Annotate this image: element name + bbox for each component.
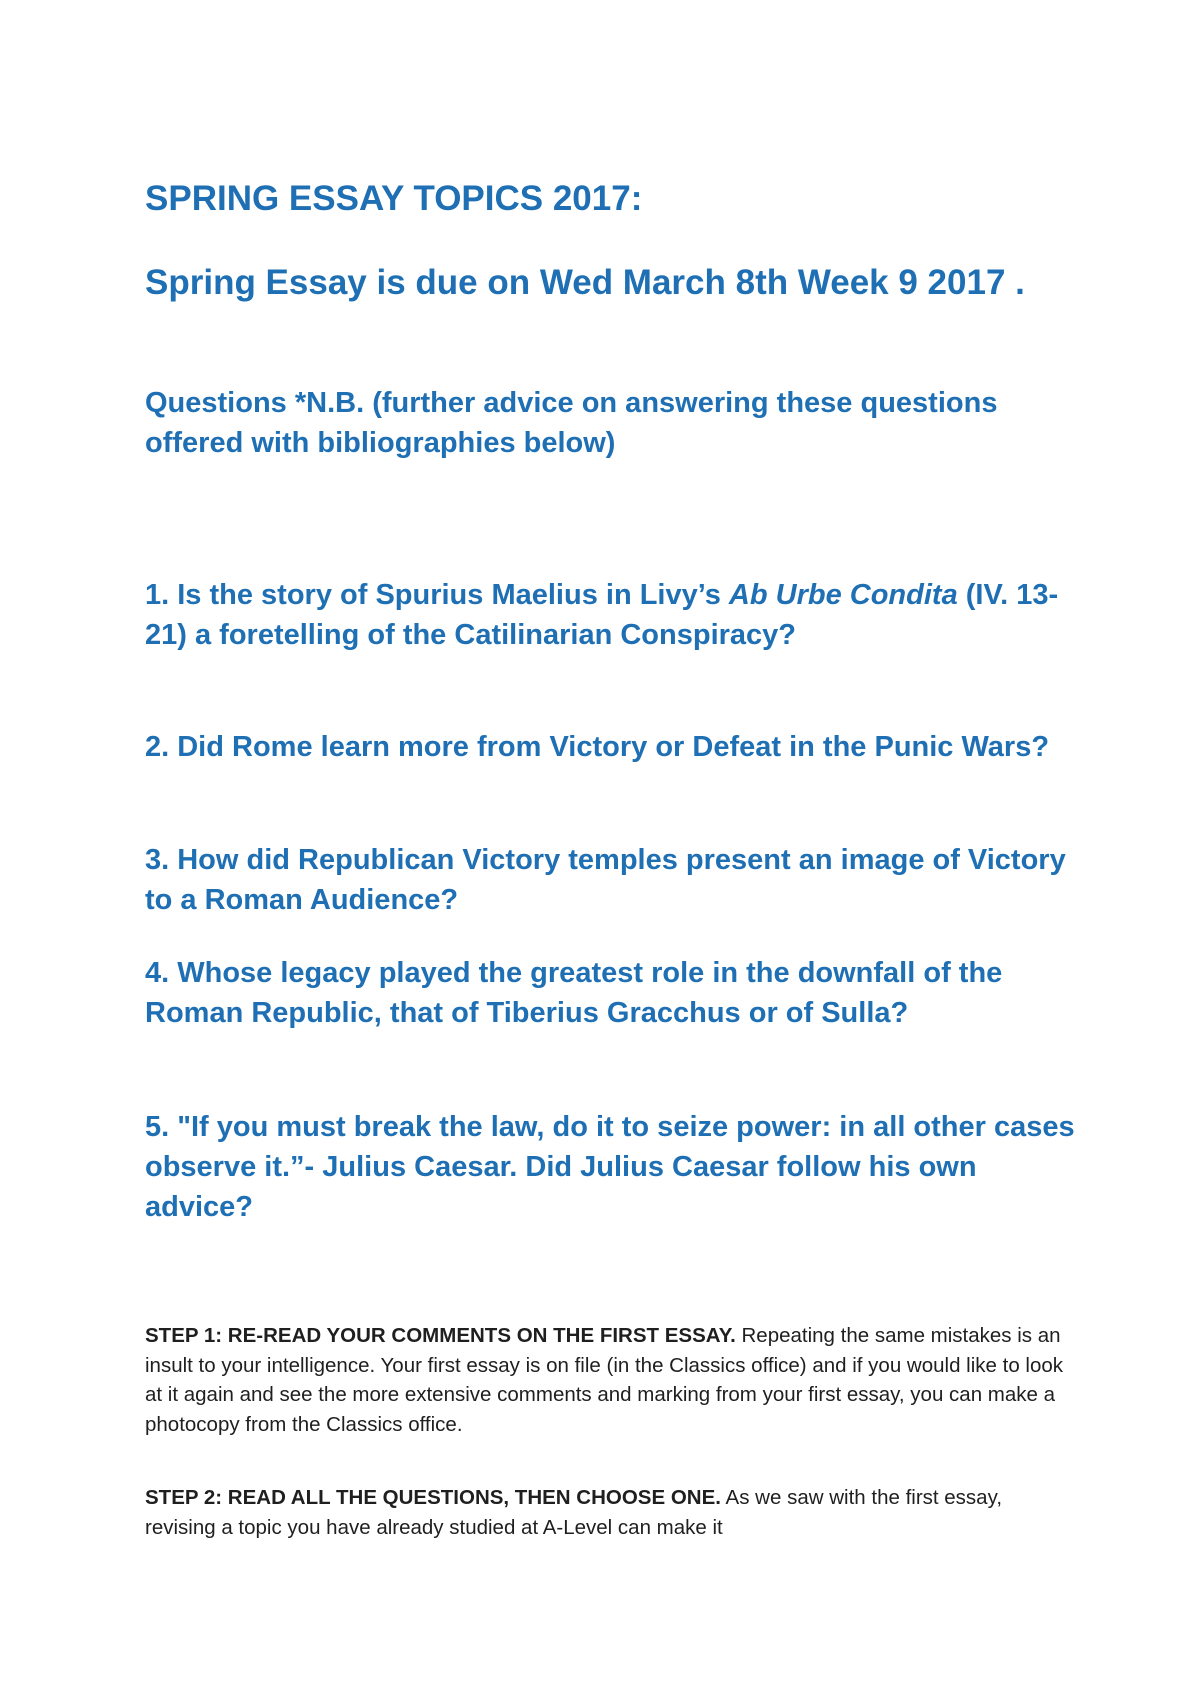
- question-5: 5. "If you must break the law, do it to seize power: in all other cases observe it.”- Julius Caesar. Did Julius Caesar follow his own advice?: [145, 1111, 1075, 1223]
- step-1-body: Repeating the same mistakes is an insult to your intelligence. Your first essay is on file (in the Classics office) and if you would like to look at it again and see the more extensive comments and marking from your first essay, you can make a photocopy from the Classics office.: [145, 1324, 1064, 1436]
- question-3: 3. How did Republican Victory temples present an image of Victory to a Roman Audience?: [145, 844, 1066, 916]
- question-2: 2. Did Rome learn more from Victory or Defeat in the Punic Wars?: [145, 731, 1050, 763]
- step-1-paragraph: [145, 1321, 1075, 1439]
- step-2-heading: STEP 2: READ ALL THE QUESTIONS, THEN CHOOSE ONE.: [145, 1486, 721, 1509]
- question-1: [145, 575, 1075, 655]
- question-1-text-end: (IV. 13-21) a foretelling of the Catilinarian Conspiracy?: [145, 579, 1059, 651]
- step-2-paragraph: [145, 1483, 1075, 1542]
- question-1-text-start: 1. Is the story of Spurius Maelius in Livy’s: [145, 579, 729, 611]
- due-date-heading: Spring Essay is due on Wed March 8th Week 9 2017 .: [145, 263, 1025, 302]
- step-2-body: As we saw with the first essay, revising a topic you have already studied at A-Level can make it: [145, 1486, 1003, 1539]
- question-4: 4. Whose legacy played the greatest role in the downfall of the Roman Republic, that of Tiberius Gracchus or of Sulla?: [145, 957, 1003, 1029]
- questions-intro: Questions *N.B. (further advice on answering these questions offered with bibliographies below): [145, 387, 998, 459]
- question-1-book-title: Ab Urbe Condita: [728, 579, 958, 611]
- step-1-heading: STEP 1: RE-READ YOUR COMMENTS ON THE FIRST ESSAY.: [145, 1324, 736, 1347]
- page-title: SPRING ESSAY TOPICS 2017:: [145, 179, 643, 218]
